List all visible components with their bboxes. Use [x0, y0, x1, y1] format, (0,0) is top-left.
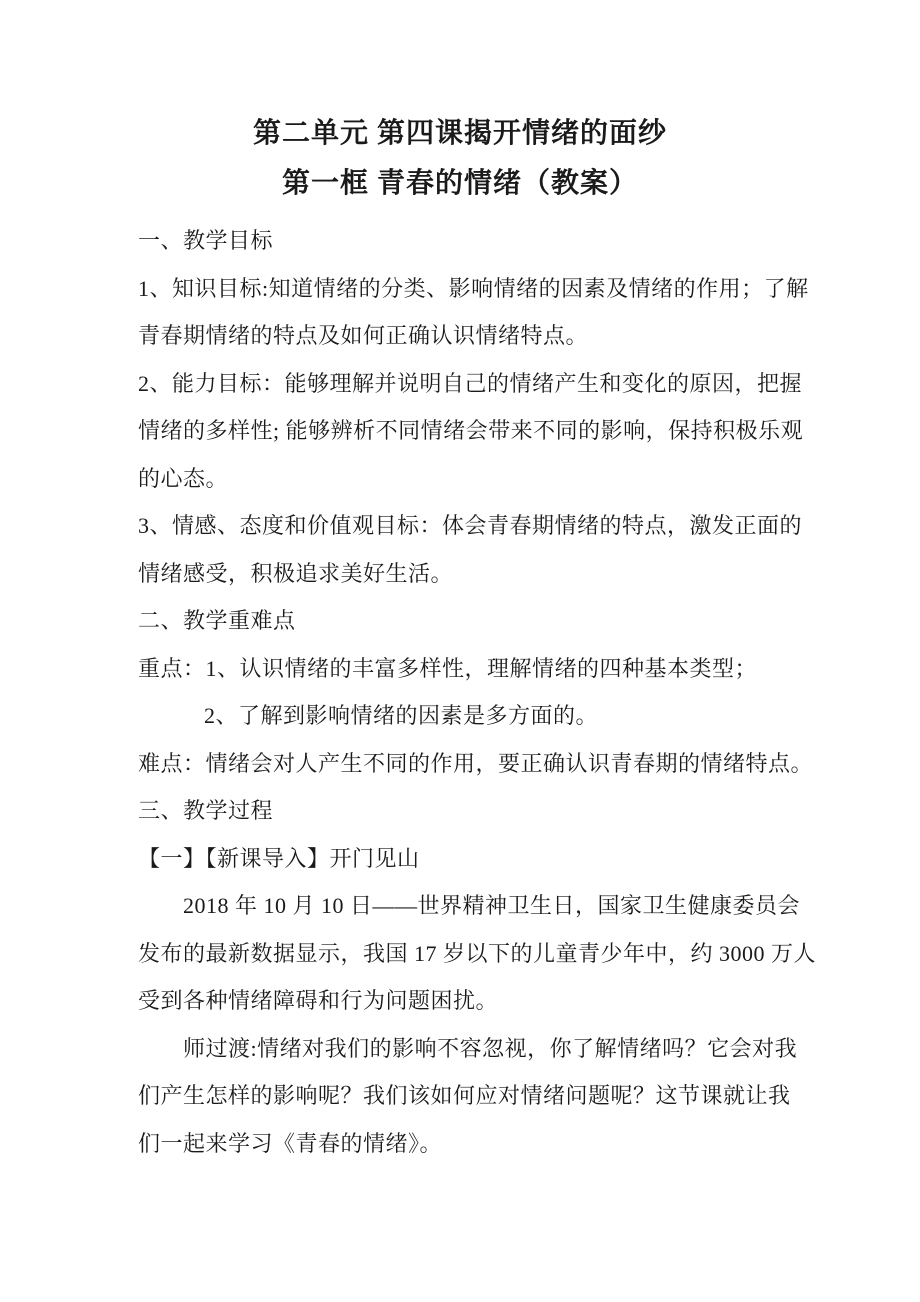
teacher-transition-line-3: 们一起来学习《青春的情绪》。 — [138, 1130, 443, 1156]
key-point-line-2: 2、了解到影响情绪的因素是多方面的。 — [204, 703, 599, 728]
document-title — [0, 0, 920, 209]
doc-title-line-1: 第二单元 第四课揭开情绪的面纱 — [252, 118, 667, 149]
emotion-goal-line-2: 情绪感受，积极追求美好生活。 — [138, 560, 454, 586]
knowledge-goal-line-1: 1、知识目标:知道情绪的分类、影响情绪的因素及情绪的作用；了解 — [138, 275, 809, 301]
knowledge-goal-line-2: 青春期情绪的特点及如何正确认识情绪特点。 — [138, 323, 589, 348]
difficult-point-line: 难点：情绪会对人产生不同的作用，要正确认识青春期的情绪特点。 — [138, 750, 814, 776]
intro-data-line-3: 受到各种情绪障碍和行为问题困扰。 — [138, 988, 499, 1013]
teacher-transition-line-2: 们产生怎样的影响呢？我们该如何应对情绪问题呢？这节课就让我 — [138, 1083, 791, 1108]
section-heading-teaching-goals: 一、教学目标 — [138, 228, 274, 253]
doc-title-line-2: 第一框 青春的情绪（教案） — [281, 168, 638, 199]
lesson-intro-heading: 【一】【新课导入】开门见山 — [138, 845, 420, 871]
teacher-transition-line-1: 师过渡:情绪对我们的影响不容忽视，你了解情绪吗？它会对我 — [183, 1035, 798, 1061]
intro-data-line-1: 2018 年 10 月 10 日——世界精神卫生日，国家卫生健康委员会 — [183, 893, 801, 918]
intro-data-line-2: 发布的最新数据显示，我国 17 岁以下的儿童青少年中，约 3000 万人 — [138, 940, 817, 966]
emotion-goal-line-1: 3、情感、态度和价值观目标：体会青春期情绪的特点，激发正面的 — [138, 513, 803, 538]
section-heading-key-difficult-points: 二、教学重难点 — [138, 608, 296, 633]
document-body — [138, 217, 817, 1167]
ability-goal-line-2: 情绪的多样性; 能够辨析不同情绪会带来不同的影响，保持积极乐观 — [138, 418, 804, 443]
ability-goal-line-1: 2、能力目标：能够理解并说明自己的情绪产生和变化的原因，把握 — [138, 370, 803, 396]
section-heading-teaching-process: 三、教学过程 — [138, 798, 274, 823]
ability-goal-line-3: 的心态。 — [138, 465, 229, 491]
key-point-line-1: 重点：1、认识情绪的丰富多样性，理解情绪的四种基本类型； — [138, 655, 758, 681]
